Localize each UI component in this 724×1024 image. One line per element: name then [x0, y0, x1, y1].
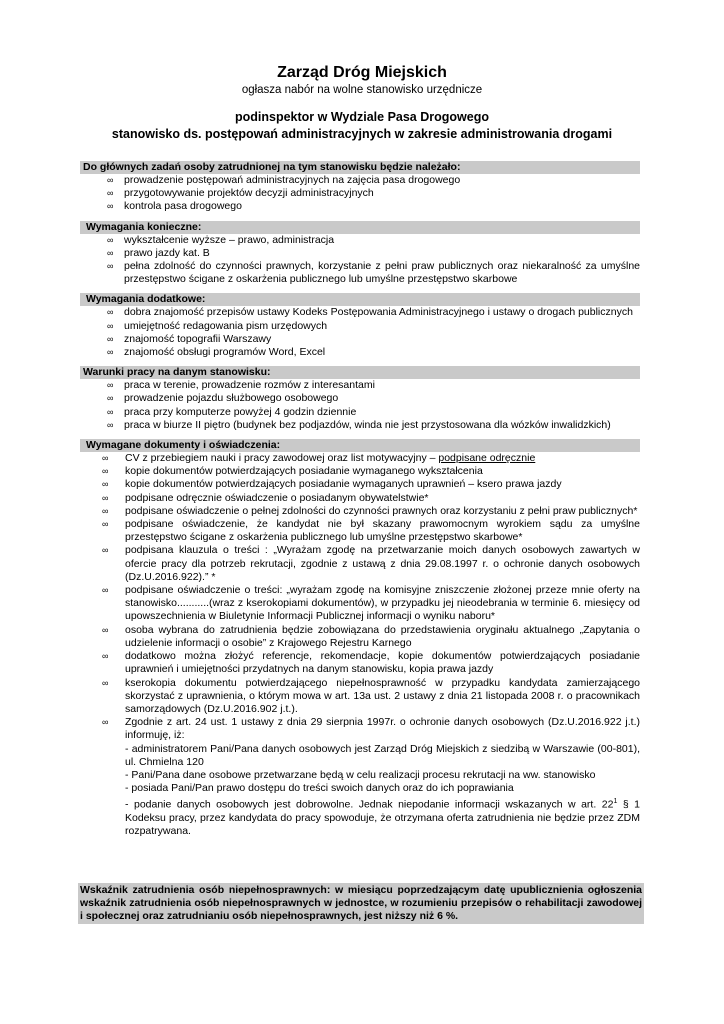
list-item: ∞ CV z przebiegiem nauki i pracy zawodowej oraz list motywacyjny – podpisane odręcznie — [102, 452, 536, 465]
list-item: ∞ przygotowywanie projektów decyzji administracyjnych — [107, 187, 374, 200]
list-item: ∞ podpisane odręcznie oświadczenie o posiadanym obywatelstwie* — [102, 491, 429, 504]
bullet-icon: ∞ — [102, 677, 109, 688]
list-item: ∞ dobra znajomość przepisów ustawy Kodeks Postępowania Administracyjnego i ustawy o drogach publicznych — [107, 306, 633, 319]
list-item: ∞ podpisane oświadczenie o treści: „wyrażam zgodę na komisyjne zniszczenie złożonej przeze mnie oferty na stanowisko...........(wraz z kserokopiami dokumentów), w przypadku jej nieodebrania w terminie 6. miesięcy od upowszechnienia w Biuletynie Informacji Publicznej informacji o wyniku naboru* — [102, 584, 640, 623]
bullet-icon: ∞ — [107, 261, 114, 272]
page-subtitle: ogłasza nabór na wolne stanowisko urzędnicze — [241, 84, 483, 96]
additional-list — [80, 306, 640, 359]
bullet-icon: ∞ — [107, 347, 114, 358]
bullet-icon: ∞ — [107, 419, 114, 430]
list-item: ∞ osoba wybrana do zatrudnienia będzie zobowiązana do przedstawienia oryginału aktualnego „Zapytania o udzielenie informacji o osobie” z Krajowego Rejestru Karnego — [102, 623, 640, 649]
list-item: ∞ prowadzenie pojazdu służbowego osobowego — [107, 392, 339, 405]
list-item: ∞ dodatkowo można złożyć referencje, rekomendacje, kopie dokumentów potwierdzających posiadanie uprawnień i umiejętności przydatnych na danym stanowisku, kopia prawa jazdy — [102, 650, 640, 676]
list-item: ∞ prawo jazdy kat. B — [107, 246, 210, 259]
page-title: Zarząd Dróg Miejskich — [277, 64, 447, 81]
bullet-icon: ∞ — [102, 466, 109, 477]
required-list — [80, 234, 640, 287]
bullet-icon: ∞ — [102, 545, 109, 556]
list-item: ∞ znajomość topografii Warszawy — [107, 332, 272, 345]
list-item: ∞ znajomość obsługi programów Word, Excel — [107, 346, 326, 359]
bullet-icon: ∞ — [107, 201, 114, 212]
bullet-icon: ∞ — [102, 505, 109, 516]
bullet-icon: ∞ — [107, 307, 114, 318]
bullet-icon: ∞ — [107, 380, 114, 391]
bullet-icon: ∞ — [107, 175, 114, 185]
list-item: ∞ praca przy komputerze powyżej 4 godzin dziennie — [107, 405, 357, 418]
list-item: ∞ podpisana klauzula o treści : „Wyrażam zgodę na przetwarzanie moich danych osobowych zawartych w ofercie pracy dla potrzeb rekrutacji, zgodnie z ustawą z dnia 29.08.1997 r. o ochronie danych osobowych (Dz.U.2016.922).” * — [102, 544, 640, 583]
list-item: ∞ kopie dokumentów potwierdzających posiadanie wymaganego wykształcenia — [102, 465, 483, 478]
list-item: ∞ podpisane oświadczenie, że kandydat nie był skazany prawomocnym wyrokiem sądu za umyślne przestępstwo ścigane z oskarżenia publicznego lub umyślne przestępstwo skarbowe* — [102, 518, 640, 544]
bullet-icon: ∞ — [102, 585, 109, 596]
bullet-icon: ∞ — [102, 624, 109, 635]
list-item: ∞ praca w biurze II piętro (budynek bez podjazdów, winda nie jest przystosowana dla wózków inwalidzkich) — [107, 418, 611, 431]
signed-by-hand-note: podpisane odręcznie — [438, 452, 536, 465]
list-item: ∞ podpisane oświadczenie o pełnej zdolności do czynności prawnych oraz korzystaniu z pełni praw publicznych* — [102, 504, 638, 517]
documents-heading: Wymagane dokumenty i oświadczenia: — [80, 439, 640, 452]
duties-list — [80, 174, 640, 214]
bullet-icon: ∞ — [107, 333, 114, 344]
bullet-icon: ∞ — [107, 406, 114, 417]
list-item: ∞ kopie dokumentów potwierdzających posiadanie wymaganych uprawnień – ksero prawa jazdy — [102, 478, 562, 491]
documents-list — [80, 452, 640, 838]
bullet-icon: ∞ — [107, 188, 114, 199]
gdpr-clause: ∞ Zgodnie z art. 24 ust. 1 ustawy z dnia 29 sierpnia 1997r. o ochronie danych osobowych (Dz.U.2016.922 j.t.) informuję, iż: - administratorem Pani/Pana danych osobowych jest Zarząd Dróg Miejskich z siedzibą w Warszawie (00-801), ul. Chmielna 120 - Pani/Pana dane osobowe przetwarzane będą w celu realizacji procesu rekrutacji na ww. stanowisko - posiada Pani/Pan prawo dostępu do treści swoich danych oraz do ich poprawiania - podanie danych osobowych jest dobrowolne. Jednak niepodanie informacji wskazanych w art. $22^1$ § 1 Kodeksu pracy, przez kandydata do pracy spowoduje, że otrzymana oferta zatrudnienia nie będzie przez ZDM rozpatrywana. — [102, 716, 640, 838]
conditions-list — [80, 379, 640, 432]
required-heading: Wymagania konieczne: — [80, 221, 640, 234]
position-title: podinspektor w Wydziale Pasa Drogowego — [235, 110, 489, 124]
bullet-icon: ∞ — [107, 320, 114, 331]
bullet-icon: ∞ — [107, 393, 114, 404]
list-item: ∞ praca w terenie, prowadzenie rozmów z interesantami — [107, 379, 375, 392]
conditions-heading: Warunki pracy na danym stanowisku: — [80, 366, 640, 379]
bullet-icon: ∞ — [102, 492, 109, 503]
bullet-icon: ∞ — [102, 479, 109, 490]
additional-heading: Wymagania dodatkowe: — [80, 293, 640, 306]
list-item: ∞ kserokopia dokumentu potwierdzającego niepełnosprawność w przypadku kandydata zamierzającego skorzystać z uprawnienia, o którym mowa w art. 13a ust. 2 ustawy z dnia 21 listopada 2008 r. o pracownikach samorządowych (Dz.U.2016.902 j.t.). — [102, 676, 640, 715]
bullet-icon: ∞ — [102, 519, 109, 530]
list-item: ∞ wykształcenie wyższe – prawo, administracja — [107, 233, 335, 246]
duties-heading: Do głównych zadań osoby zatrudnionej na tym stanowisku będzie należało: — [80, 161, 640, 174]
list-item: ∞ prowadzenie postępowań administracyjnych na zajęcia pasa drogowego — [107, 174, 461, 186]
bullet-icon: ∞ — [107, 234, 114, 245]
bullet-icon: ∞ — [102, 453, 109, 464]
list-item: ∞ umiejętność redagowania pism urzędowych — [107, 319, 328, 332]
bullet-icon: ∞ — [102, 717, 109, 728]
list-item: ∞ pełna zdolność do czynności prawnych, korzystanie z pełni praw publicznych oraz niekaralność za umyślne przestępstwo ścigane z oskarżenia publicznego lub umyślne przestępstwo skarbowe — [107, 260, 640, 286]
employment-indicator-note: Wskaźnik zatrudnienia osób niepełnosprawnych: w miesiącu poprzedzającym datę upublicznienia ogłoszenia wskaźnik zatrudnienia osób niepełnosprawnych w jednostce, w rozumieniu przepisów o rehabilitacji zawodowej i społecznej oraz zatrudnianiu osób niepełnosprawnych, jest niższy niż 6 %. — [80, 884, 642, 922]
bullet-icon: ∞ — [102, 651, 109, 662]
announcement-content — [80, 161, 640, 841]
bullet-icon: ∞ — [107, 247, 114, 258]
list-item: ∞ kontrola pasa drogowego — [107, 200, 242, 213]
position-description: stanowisko ds. postępowań administracyjnych w zakresie administrowania drogami — [111, 127, 613, 141]
